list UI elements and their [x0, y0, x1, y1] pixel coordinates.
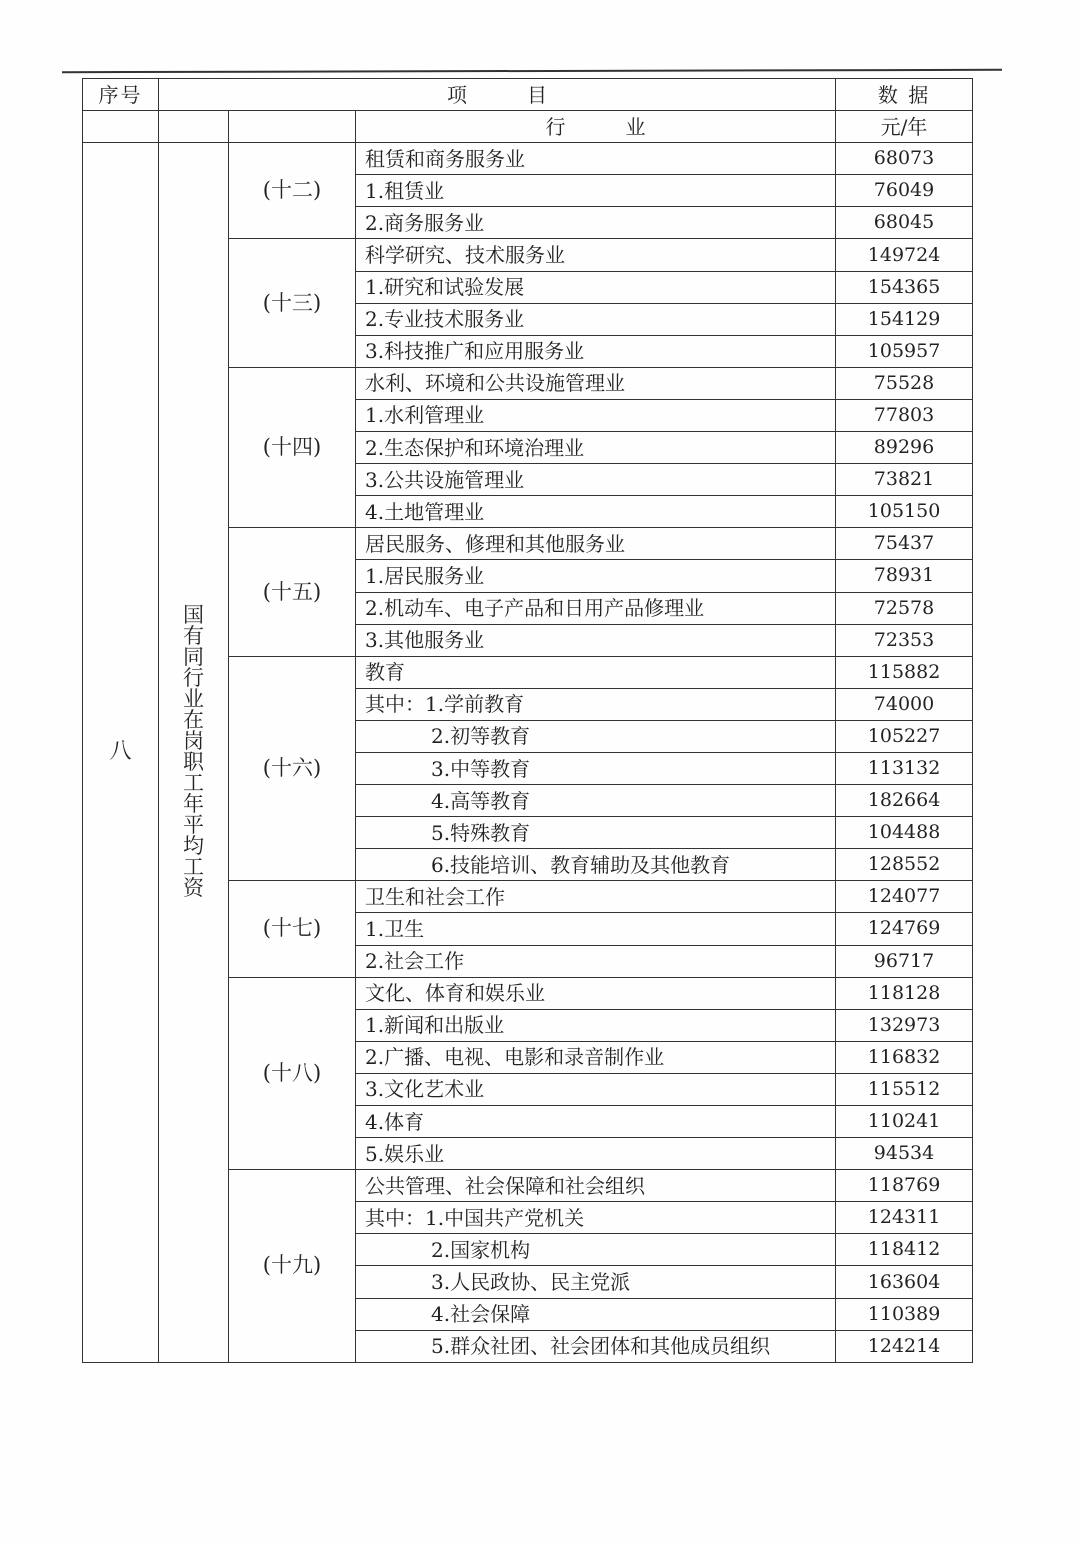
- wage-value: 113132: [836, 752, 973, 784]
- wage-value: 115882: [836, 656, 973, 688]
- subheader-empty-cat: [159, 111, 229, 143]
- wage-value: 118412: [836, 1234, 973, 1266]
- wage-value: 104488: [836, 817, 973, 849]
- wage-value: 163604: [836, 1266, 973, 1298]
- industry-name: 公共管理、社会保障和社会组织: [356, 1170, 836, 1202]
- wage-table-body: [83, 79, 973, 1363]
- industry-name: 其中：1.学前教育: [356, 688, 836, 720]
- group-category: [159, 143, 229, 1363]
- industry-name: 其中：1.中国共产党机关: [356, 1202, 836, 1234]
- header-seq: 序号: [83, 79, 159, 111]
- category-char: 有: [183, 624, 204, 649]
- header-industry-b: 业: [625, 114, 646, 139]
- industry-name: 2.初等教育: [356, 720, 836, 752]
- industry-name: 1.新闻和出版业: [356, 1009, 836, 1041]
- category-char: 工: [183, 855, 204, 880]
- wage-value: 124769: [836, 913, 973, 945]
- wage-value: 72353: [836, 624, 973, 656]
- industry-name: 居民服务、修理和其他服务业: [356, 528, 836, 560]
- section-label: (十五): [229, 528, 356, 656]
- industry-name: 2.国家机构: [356, 1234, 836, 1266]
- wage-value: 72578: [836, 592, 973, 624]
- wage-value: 96717: [836, 945, 973, 977]
- header-row: [83, 79, 973, 111]
- industry-name: 科学研究、技术服务业: [356, 239, 836, 271]
- header-unit: 元/年: [836, 111, 973, 143]
- industry-name: 3.人民政协、民主党派: [356, 1266, 836, 1298]
- header-industry-a: 行: [545, 114, 566, 139]
- wage-value: 73821: [836, 464, 973, 496]
- wage-value: 105150: [836, 496, 973, 528]
- industry-name: 5.娱乐业: [356, 1138, 836, 1170]
- category-char: 年: [183, 792, 204, 817]
- top-rule: [62, 69, 1002, 73]
- industry-name: 4.社会保障: [356, 1298, 836, 1330]
- wage-value: 110389: [836, 1298, 973, 1330]
- industry-name: 文化、体育和娱乐业: [356, 977, 836, 1009]
- industry-name: 1.研究和试验发展: [356, 271, 836, 303]
- category-char: 在: [183, 708, 204, 733]
- industry-name: 5.群众社团、社会团体和其他成员组织: [356, 1330, 836, 1362]
- wage-value: 105957: [836, 335, 973, 367]
- industry-name: 2.专业技术服务业: [356, 303, 836, 335]
- table-row: [83, 143, 973, 175]
- category-char: 资: [183, 876, 204, 901]
- category-char: 同: [183, 645, 204, 670]
- wage-value: 124311: [836, 1202, 973, 1234]
- wage-value: 154129: [836, 303, 973, 335]
- wage-value: 118769: [836, 1170, 973, 1202]
- industry-name: 4.体育: [356, 1106, 836, 1138]
- industry-name: 2.生态保护和环境治理业: [356, 432, 836, 464]
- industry-name: 3.科技推广和应用服务业: [356, 335, 836, 367]
- industry-name: 1.租赁业: [356, 175, 836, 207]
- wage-value: 77803: [836, 399, 973, 431]
- wage-value: 94534: [836, 1138, 973, 1170]
- wage-value: 76049: [836, 175, 973, 207]
- wage-value: 182664: [836, 785, 973, 817]
- header-item-a: 项: [447, 82, 468, 107]
- subheader-empty-seq: [83, 111, 159, 143]
- wage-value: 118128: [836, 977, 973, 1009]
- category-char: 平: [183, 813, 204, 838]
- wage-value: 89296: [836, 432, 973, 464]
- industry-name: 水利、环境和公共设施管理业: [356, 367, 836, 399]
- wage-value: 78931: [836, 560, 973, 592]
- industry-name: 4.土地管理业: [356, 496, 836, 528]
- wage-value: 132973: [836, 1009, 973, 1041]
- industry-name: 2.社会工作: [356, 945, 836, 977]
- header-data: 数 据: [836, 79, 973, 111]
- industry-name: 卫生和社会工作: [356, 881, 836, 913]
- industry-name: 6.技能培训、教育辅助及其他教育: [356, 849, 836, 881]
- wage-value: 116832: [836, 1041, 973, 1073]
- industry-name: 租赁和商务服务业: [356, 143, 836, 175]
- wage-value: 128552: [836, 849, 973, 881]
- category-char: 均: [183, 834, 204, 859]
- industry-name: 5.特殊教育: [356, 817, 836, 849]
- header-item-b: 目: [527, 82, 548, 107]
- wage-value: 74000: [836, 688, 973, 720]
- wage-value: 110241: [836, 1106, 973, 1138]
- wage-value: 124077: [836, 881, 973, 913]
- category-char: 业: [183, 687, 204, 712]
- wage-value: 115512: [836, 1073, 973, 1105]
- section-label: (十三): [229, 239, 356, 367]
- industry-name: 教育: [356, 656, 836, 688]
- industry-name: 1.卫生: [356, 913, 836, 945]
- wage-value: 124214: [836, 1330, 973, 1362]
- industry-name: 3.中等教育: [356, 752, 836, 784]
- subheader-row: [83, 111, 973, 143]
- industry-name: 4.高等教育: [356, 785, 836, 817]
- wage-value: 75528: [836, 367, 973, 399]
- category-char: 岗: [183, 729, 204, 754]
- industry-name: 3.公共设施管理业: [356, 464, 836, 496]
- wage-value: 149724: [836, 239, 973, 271]
- section-label: (十二): [229, 143, 356, 239]
- section-label: (十六): [229, 656, 356, 881]
- wage-value: 68073: [836, 143, 973, 175]
- category-char: 工: [183, 771, 204, 796]
- category-char: 行: [183, 666, 204, 691]
- industry-name: 2.机动车、电子产品和日用产品修理业: [356, 592, 836, 624]
- header-industry: [356, 111, 836, 143]
- subheader-empty-sec: [229, 111, 356, 143]
- group-category-text: [159, 605, 228, 899]
- section-label: (十四): [229, 367, 356, 527]
- wage-value: 68045: [836, 207, 973, 239]
- section-label: (十八): [229, 977, 356, 1170]
- category-char: 职: [183, 750, 204, 775]
- category-char: 国: [183, 603, 204, 628]
- group-seq: 八: [83, 143, 159, 1363]
- section-label: (十九): [229, 1170, 356, 1363]
- industry-name: 3.文化艺术业: [356, 1073, 836, 1105]
- wage-value: 154365: [836, 271, 973, 303]
- wage-value: 75437: [836, 528, 973, 560]
- wage-table: [82, 78, 973, 1363]
- industry-name: 3.其他服务业: [356, 624, 836, 656]
- industry-name: 1.水利管理业: [356, 399, 836, 431]
- section-label: (十七): [229, 881, 356, 977]
- industry-name: 2.商务服务业: [356, 207, 836, 239]
- header-item: [159, 79, 836, 111]
- industry-name: 1.居民服务业: [356, 560, 836, 592]
- wage-value: 105227: [836, 720, 973, 752]
- industry-name: 2.广播、电视、电影和录音制作业: [356, 1041, 836, 1073]
